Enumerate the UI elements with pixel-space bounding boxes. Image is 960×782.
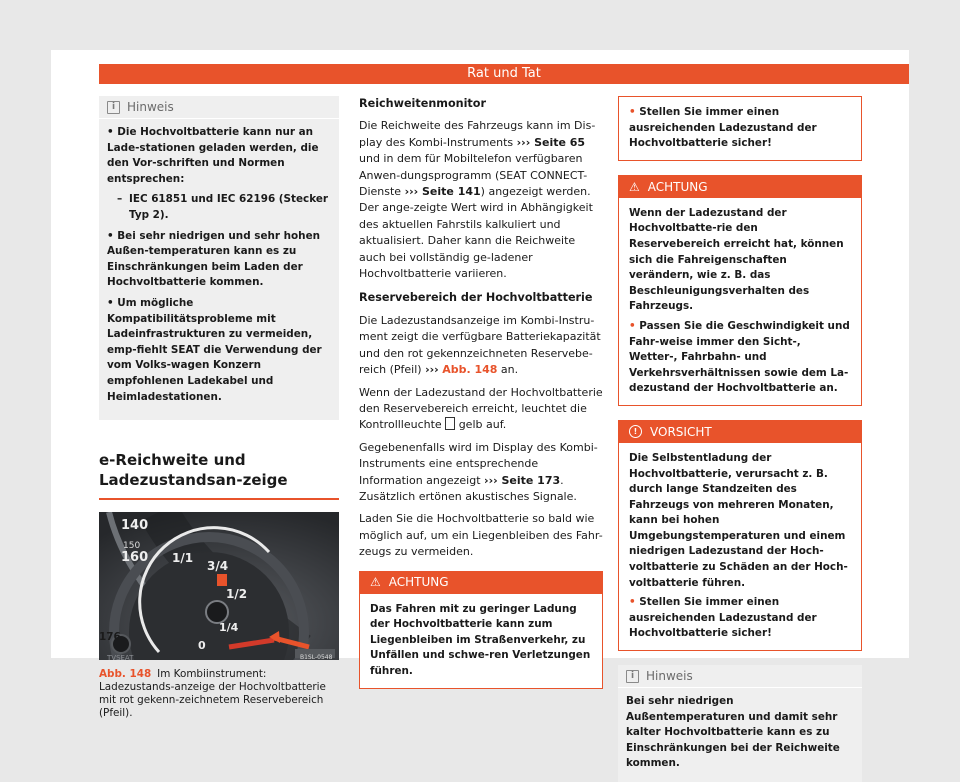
page-reference-link[interactable]: ››› Seite 141: [404, 185, 481, 199]
warning-text: Das Fahren mit zu geringer Ladung der Hochvoltbatterie kann zum Liegenbleiben im Straßenverkehr, zu Unfällen und schwe-ren Verletzungen führen.: [370, 602, 591, 677]
hint-bullet: • Um mögliche Kompatibilitätsprobleme mit Ladeinfrastrukturen zu vermeiden, emp-fiehlt SEAT die Verwendung der vom Volks-wagen Konzern empfohlenen Ladekabel und Heimladestationen.: [107, 296, 322, 403]
hint-title: Hinweis: [646, 668, 693, 683]
column-left: [99, 96, 339, 720]
hint-bullet-text: Um mögliche Kompatibilitätsprobleme mit Ladeinfrastrukturen zu vermeiden, emp-fiehlt SEAT die Verwendung der vom Volks-wagen Konzern empfohlenen Ladekabel und Heimladestationen.: [107, 296, 322, 403]
info-icon: i: [626, 670, 639, 683]
caution-text: [619, 443, 861, 650]
tick-160: 160: [121, 550, 149, 566]
info-icon: i: [107, 101, 120, 114]
warning-bullet: • Stellen Sie immer einen ausreichenden Ladezustand der Hochvoltbatterie sicher!: [629, 106, 817, 150]
caution-box: [618, 420, 862, 651]
tick-1-4: 1/4: [219, 621, 239, 635]
warning-bullet-text: Passen Sie die Geschwindigkeit und Fahr-weise immer den Sicht-, Wetter-, Fahrbahn- und Verkehrsverhältnissen sowie dem La-dezustand der Hochvoltbatterie an.: [629, 319, 850, 395]
warning-box: [618, 175, 862, 406]
battery-warning-icon: [445, 417, 455, 430]
tick-0: 0: [198, 639, 206, 653]
tick-1-2: 1/2: [226, 587, 248, 602]
paragraph: [359, 440, 603, 506]
paragraph: [359, 385, 603, 434]
page-reference-link[interactable]: ››› Seite 173: [484, 473, 561, 487]
hint-header: [618, 665, 862, 688]
caution-exclamation-icon: !: [629, 425, 642, 438]
warning-bullet-text: Stellen Sie immer einen ausreichenden Ladezustand der Hochvoltbatterie sicher!: [629, 106, 817, 150]
caution-paragraph: Die Selbstentladung der Hochvoltbatterie, verursacht z. B. durch lange Standzeiten des Fahrzeugs von mehreren Monaten, kann bei hohen Umgebungstemperaturen und einem niedrigen Ladezustand der Hoch-voltbatterie zu Schäden an der Hoch-voltbatterie führen.: [629, 451, 848, 589]
hint-box: [618, 665, 862, 782]
text: ) angezeigt werden. Der ange-zeigte Wert wird in Abhängigkeit des aktuellen Fahrstils kalkuliert und aktualisiert. Daher kann die Reichweite auch bei vollständig ge-ladener Hochvoltbatterie variieren.: [359, 185, 593, 281]
hint-bullet-text: Die Hochvoltbatterie kann nur an Lade-stationen geladen werden, die den Vor-schriften und Normen entsprechen:: [107, 126, 319, 185]
text: Die Reichweite des Fahrzeugs kann im Dis-play des Kombi-Instruments: [359, 119, 596, 149]
text: Wenn der Ladezustand der Hochvoltbatterie den Reservebereich erreicht, leuchtet die Kontrollleuchte: [359, 385, 603, 432]
warning-text: [619, 198, 861, 405]
hint-bullet: • Bei sehr niedrigen und sehr hohen Außen-temperaturen kann es zu Einschränkungen beim Laden der Hochvoltbatterie kommen.: [107, 229, 321, 289]
figure-reference-arrows[interactable]: ›››: [425, 363, 439, 377]
paragraph: [359, 118, 603, 282]
caution-header: [619, 421, 861, 443]
hint-bullet-text: Bei sehr niedrigen und sehr hohen Außen-temperaturen kann es zu Einschränkungen beim Laden der Hochvoltbatterie kommen.: [107, 229, 321, 289]
brand-text: TVSEAT: [107, 654, 134, 661]
caution-bullet-text: Stellen Sie immer einen ausreichenden Ladezustand der Hochvoltbatterie sicher!: [629, 596, 817, 640]
text: Die Ladezustandsanzeige im Kombi-Instru-ment zeigt die verfügbare Batteriekapazität und den rot gekennzeichneten Reservebe-reich (Pfeil): [359, 313, 601, 377]
warning-header: [360, 572, 602, 594]
figure-caption: [99, 668, 339, 720]
hint-text: Bei sehr niedrigen Außentemperaturen und damit sehr kalter Hochvoltbatterie kann es zu Einschränkungen bei der Reichweite kommen.: [626, 695, 840, 770]
instrument-cluster-figure: [99, 512, 339, 660]
section-title: e-Reichweite und Ladezustandsan-zeige: [99, 450, 339, 500]
paragraph: [359, 511, 603, 560]
hint-box: [99, 96, 339, 420]
text: gelb auf.: [455, 418, 507, 432]
tick-1-1: 1/1: [172, 551, 194, 566]
text: an.: [497, 363, 519, 377]
column-middle: [359, 96, 603, 689]
hint-bullet: • Die Hochvoltbatterie kann nur an Lade-stationen geladen werden, die den Vor-schriften und Normen entsprechen:: [107, 126, 319, 185]
manual-page: [51, 50, 909, 770]
text: . Zusätzlich ertönen akustisches Signale.: [359, 473, 577, 503]
warning-title: ACHTUNG: [388, 575, 449, 590]
hint-sub-text: IEC 61851 und IEC 62196 (Stecker Typ 2).: [129, 193, 329, 221]
text: und in dem für Mobiltelefon verfügbaren Anwen-dungsprogramm (SEAT CONNECT-Dienste: [359, 152, 588, 199]
tick-3-4: 3/4: [207, 559, 229, 574]
column-right: [618, 96, 862, 782]
paragraph: [359, 313, 603, 379]
tick-140: 140: [121, 518, 149, 534]
warning-title: ACHTUNG: [647, 179, 708, 194]
warning-paragraph: Wenn der Ladezustand der Hochvoltbatte-rie den Reservebereich erreicht hat, können sich die Fahreigenschaften verändern, wie z. B. das Beschleunigungsverhalten des Fahrzeugs.: [629, 206, 844, 313]
warning-bullet: • Passen Sie die Geschwindigkeit und Fahr-weise immer den Sicht-, Wetter-, Fahrbahn- und Verkehrsverhältnissen sowie dem La-dezustand der Hochvoltbatterie an.: [629, 319, 850, 395]
caution-title: VORSICHT: [650, 424, 712, 439]
text: Gegebenenfalls wird im Display des Kombi-Instruments eine entsprechende Information angezeigt: [359, 440, 598, 487]
page-number: 176: [99, 631, 121, 643]
hint-header: [99, 96, 339, 119]
hint-sub-bullet: – IEC 61851 und IEC 62196 (Stecker Typ 2).: [107, 192, 331, 223]
chapter-header: [99, 64, 909, 84]
figure-reference-link[interactable]: Abb. 148: [442, 363, 498, 377]
hint-title: Hinweis: [127, 99, 174, 114]
caution-bullet: • Stellen Sie immer einen ausreichenden Ladezustand der Hochvoltbatterie sicher!: [629, 596, 817, 640]
page-reference-link[interactable]: ››› Seite 65: [516, 135, 586, 149]
warning-box-continued: [618, 96, 862, 161]
chapter-title: Rat und Tat: [467, 66, 541, 81]
heading-reserve-range: Reservebereich der Hochvoltbatterie: [359, 291, 593, 305]
figure-caption-text: Im Kombiinstrument: Ladezustands-anzeige der Hochvoltbatterie mit rot gekenn-zeichnetem Reservebereich (Pfeil).: [99, 668, 326, 720]
warning-triangle-icon: ⚠: [370, 575, 381, 590]
warning-box: [359, 571, 603, 689]
warning-triangle-icon: ⚠: [629, 179, 640, 194]
figure-code: B1SL-0548: [300, 654, 333, 661]
heading-range-monitor: Reichweitenmonitor: [359, 97, 486, 110]
warning-header: [619, 176, 861, 198]
figure-label: Abb. 148: [99, 668, 152, 681]
text: Laden Sie die Hochvoltbatterie so bald wie möglich auf, um ein Liegenbleiben des Fahr-zeugs zu vermeiden.: [359, 512, 603, 559]
tick-150: 150: [123, 541, 141, 552]
hint-body: [99, 119, 339, 405]
